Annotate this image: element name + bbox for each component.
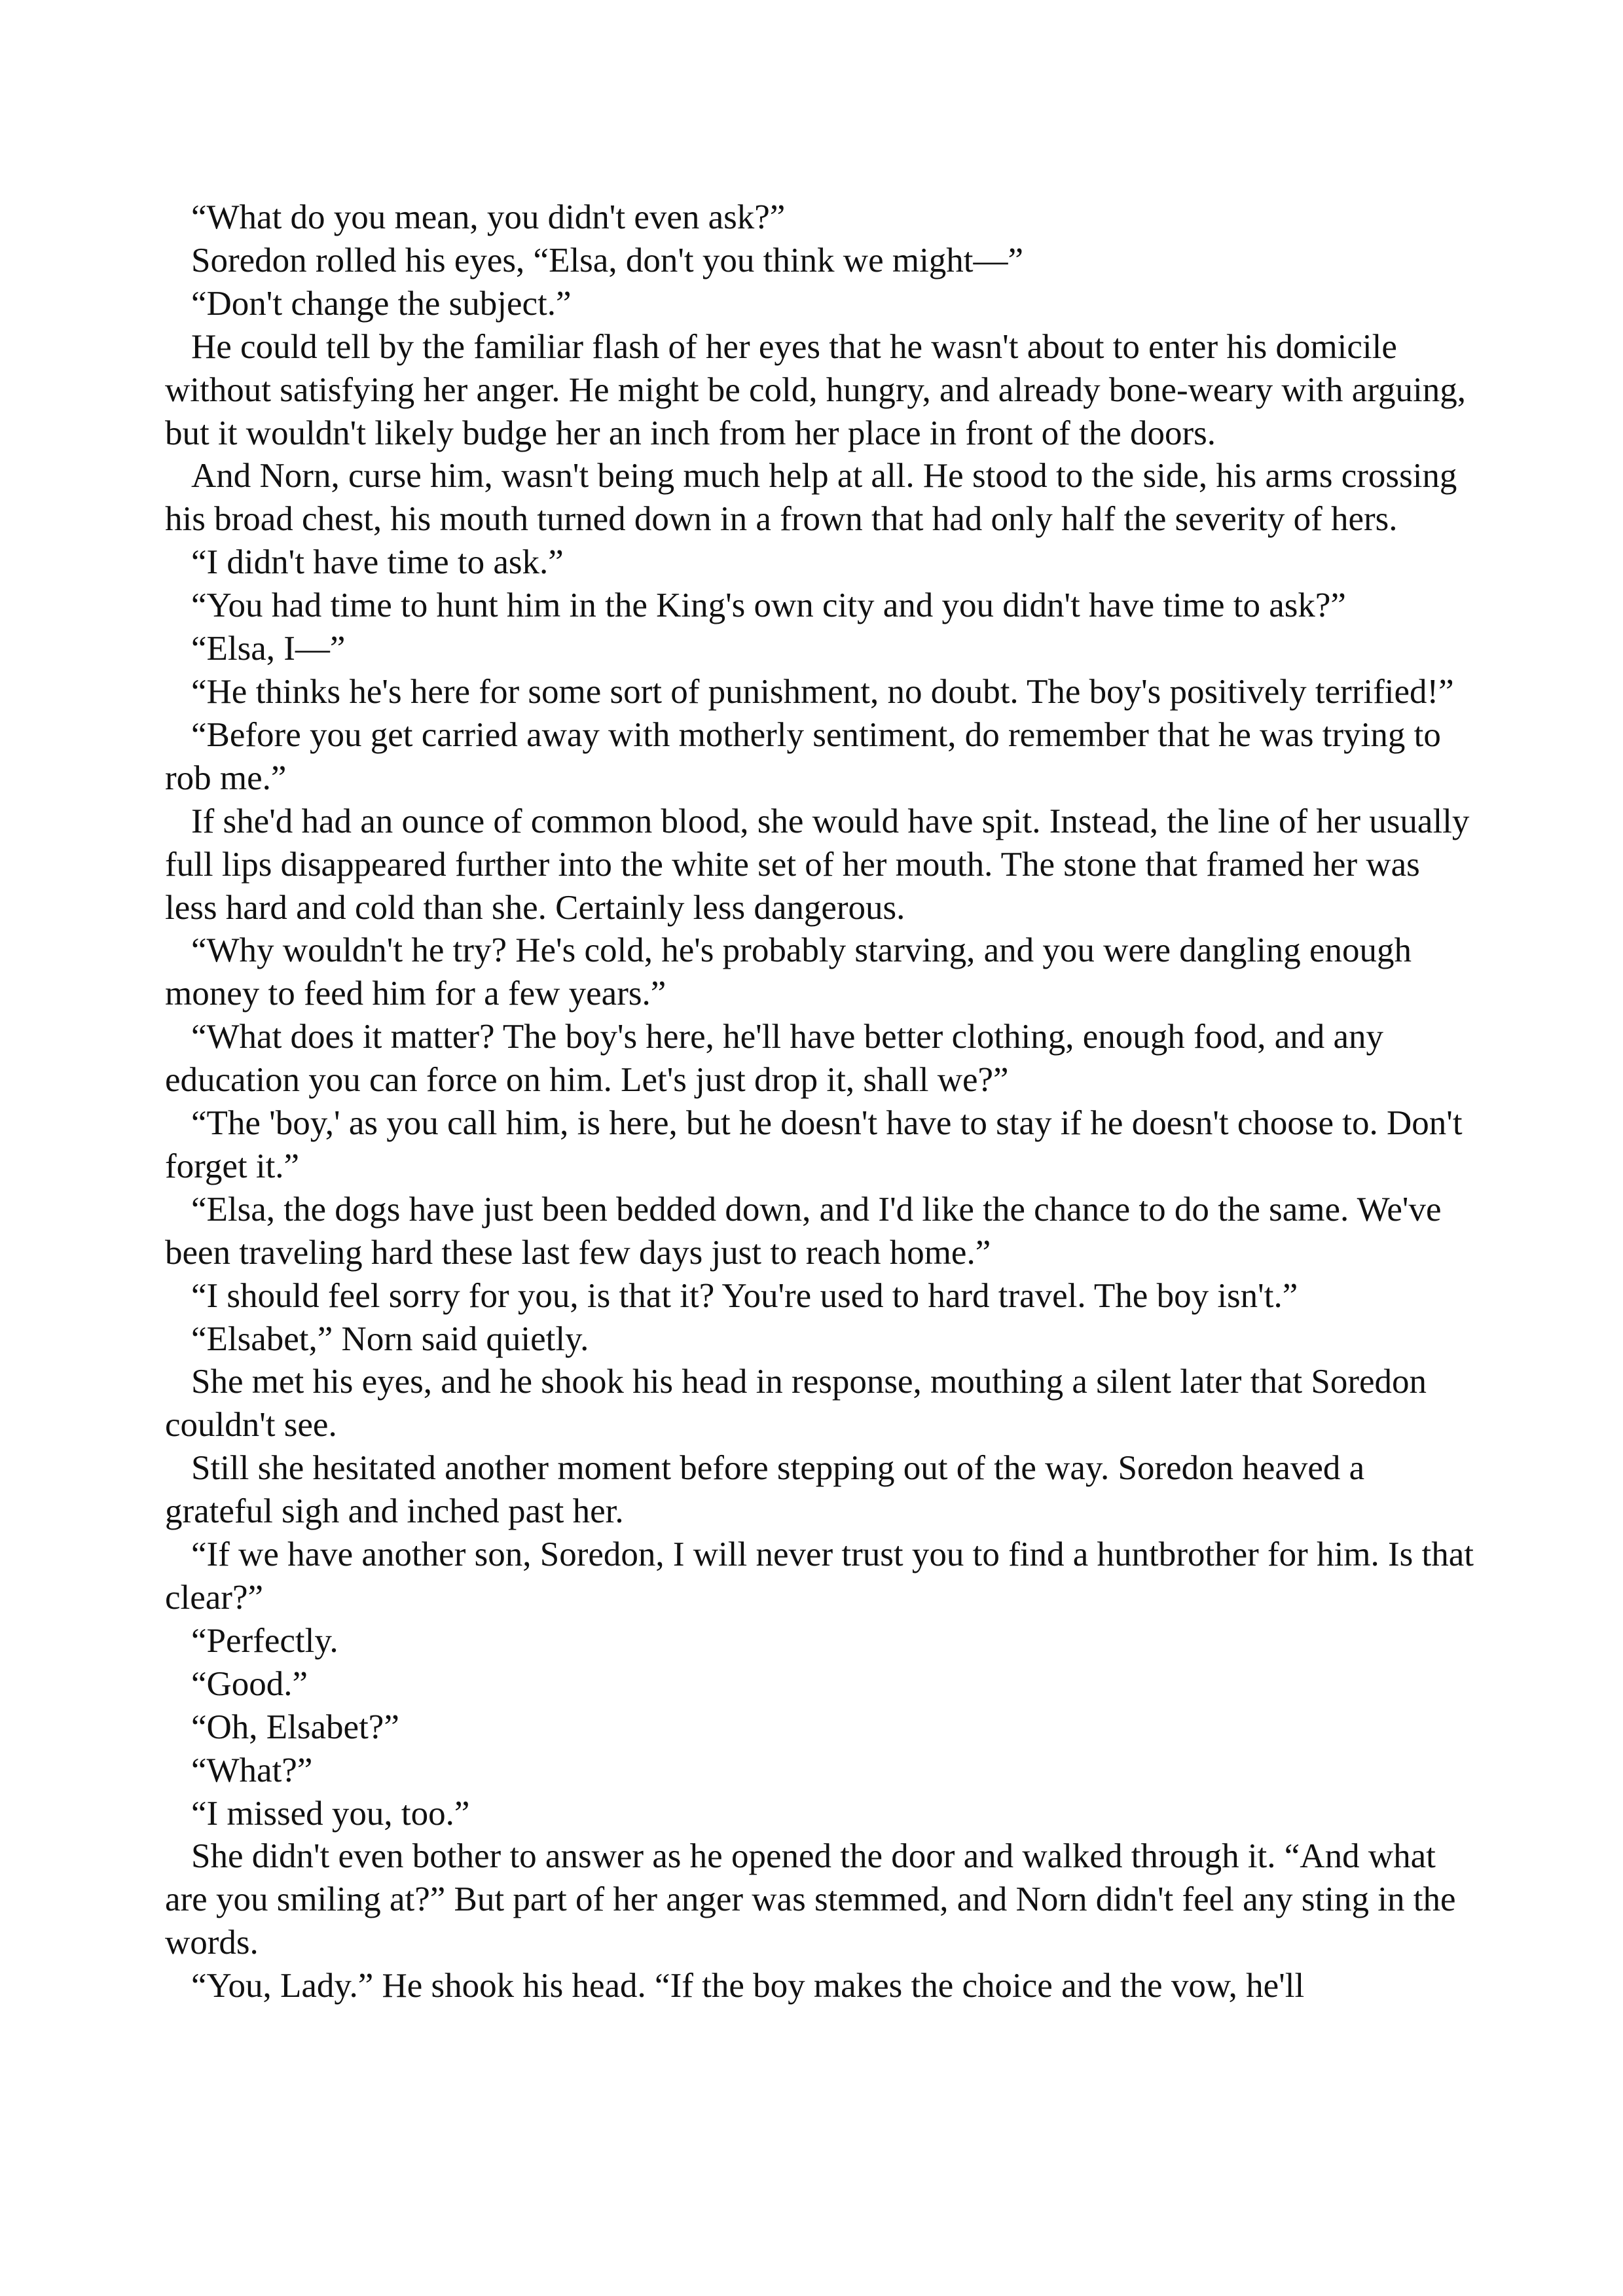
paragraph: Still she hesitated another moment before stepping out of the way. Soredon heaved a grateful sigh and inched past her. — [165, 1449, 1365, 1531]
paragraph: “The 'boy,' as you call him, is here, but he doesn't have to stay if he doesn't choose to. Don't forget it.” — [165, 1104, 1463, 1185]
paragraph: Soredon rolled his eyes, “Elsa, don't you think we might—” — [191, 241, 1024, 279]
paragraph: “I should feel sorry for you, is that it? You're used to hard travel. The boy isn't.” — [191, 1276, 1298, 1315]
paragraph: “You, Lady.” He shook his head. “If the boy makes the choice and the vow, he'll — [191, 1967, 1305, 2005]
paragraph: She met his eyes, and he shook his head in response, mouthing a silent later that Soredon couldn't see. — [165, 1363, 1427, 1444]
paragraph: “Elsa, the dogs have just been bedded down, and I'd like the chance to do the same. We've been traveling hard these last few days just to reach home.” — [165, 1190, 1442, 1272]
paragraph: “I didn't have time to ask.” — [191, 543, 564, 582]
paragraph: If she'd had an ounce of common blood, she would have spit. Instead, the line of her usually full lips disappeared further into the white set of her mouth. The stone that framed her was less hard and cold than she. Certainly less dangerous. — [165, 802, 1470, 927]
paragraph: “Oh, Elsabet?” — [191, 1708, 399, 1746]
paragraph: “If we have another son, Soredon, I will never trust you to find a huntbrother for him. Is that clear?” — [165, 1535, 1474, 1617]
paragraph: “Good.” — [191, 1664, 308, 1703]
paragraph: “Before you get carried away with motherly sentiment, do remember that he was trying to rob me.” — [165, 715, 1441, 797]
paragraph: “I missed you, too.” — [191, 1794, 470, 1833]
paragraph: “Why wouldn't he try? He's cold, he's probably starving, and you were dangling enough money to feed him for a few years.” — [165, 931, 1412, 1013]
paragraph: “Don't change the subject.” — [191, 284, 572, 323]
paragraph: “He thinks he's here for some sort of punishment, no doubt. The boy's positively terrified!” — [191, 672, 1454, 711]
document-page — [165, 196, 1474, 2008]
paragraph: “What do you mean, you didn't even ask?” — [191, 198, 786, 236]
paragraph: He could tell by the familiar flash of her eyes that he wasn't about to enter his domicile without satisfying her anger. He might be cold, hungry, and already bone-weary with arguing, but it wouldn't likely budge her an inch from her place in front of the doors. — [165, 327, 1466, 452]
paragraph: “You had time to hunt him in the King's own city and you didn't have time to ask?” — [191, 586, 1346, 625]
paragraph: And Norn, curse him, wasn't being much help at all. He stood to the side, his arms crossing his broad chest, his mouth turned down in a frown that had only half the severity of hers. — [165, 457, 1457, 539]
paragraph: “What does it matter? The boy's here, he'll have better clothing, enough food, and any education you can force on him. Let's just drop it, shall we?” — [165, 1018, 1383, 1100]
paragraph: “Perfectly. — [191, 1621, 338, 1660]
paragraph: “Elsabet,” Norn said quietly. — [191, 1319, 589, 1358]
paragraph: “Elsa, I—” — [191, 630, 346, 668]
paragraph: “What?” — [191, 1751, 313, 1789]
paragraph: She didn't even bother to answer as he opened the door and walked through it. “And what are you smiling at?” But part of her anger was stemmed, and Norn didn't feel any sting in the words. — [165, 1837, 1456, 1962]
